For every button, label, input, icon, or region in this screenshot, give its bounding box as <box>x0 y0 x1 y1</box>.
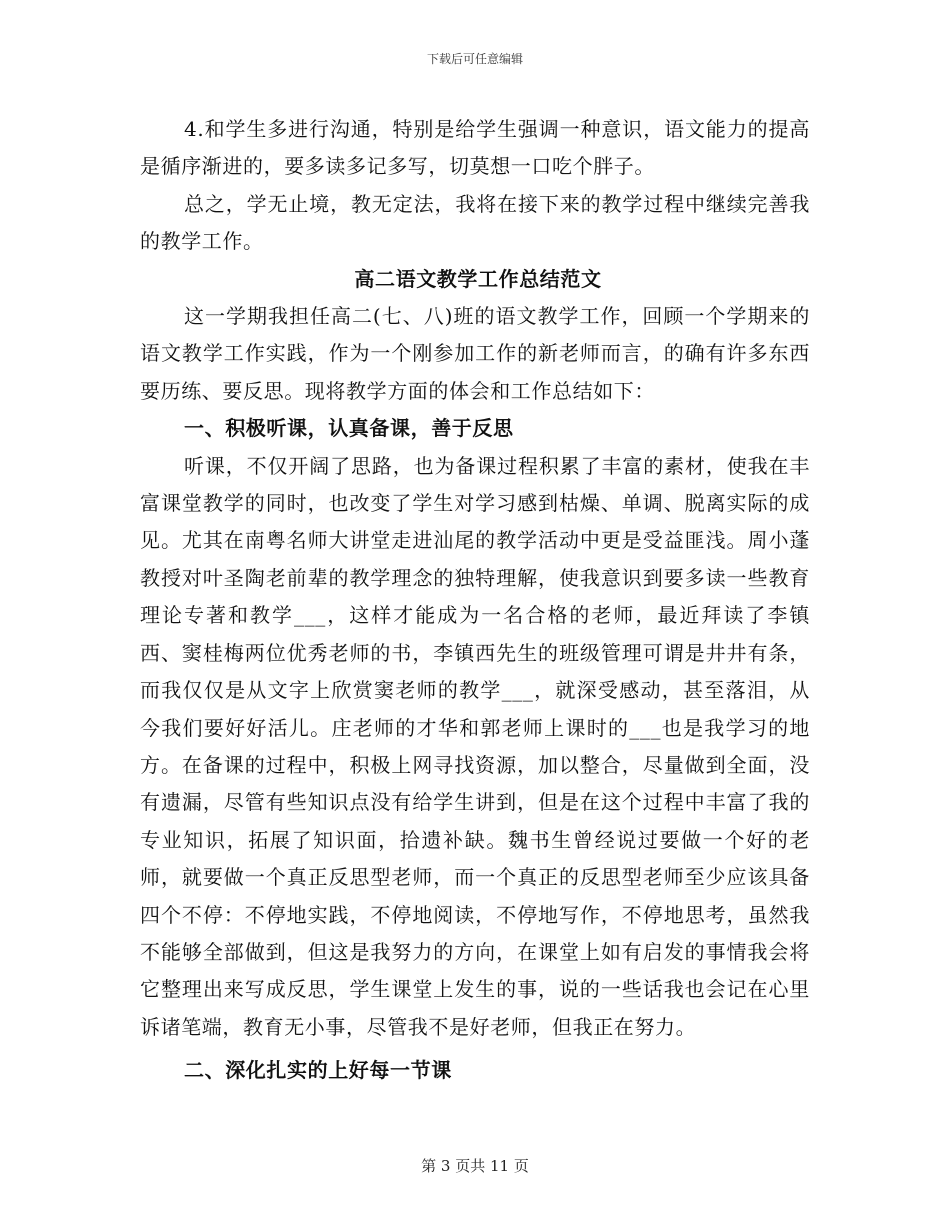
page-number-footer: 第 3 页共 11 页 <box>421 1157 529 1175</box>
paragraph-point-4: 4.和学生多进行沟通，特别是给学生强调一种意识，语文能力的提高是循序渐进的，要多读多记多写，切莫想一口吃个胖子。 <box>140 117 810 179</box>
paragraph-section-1: 听课，不仅开阔了思路，也为备课过程积累了丰富的素材，使我在丰富课堂教学的同时，也改变了学生对学习感到枯燥、单调、脱离实际的成见。尤其在南粤名师大讲堂走进汕尾的教学活动中更是受益匪浅。周小蓬教授对叶圣陶老前辈的教学理念的独特理解，使我意识到要多读一些教育理论专著和教学___，这样才能成为一名合格的老师，最近拜读了李镇西、窦桂梅两位优秀老师的书，李镇西先生的班级管理可谓是井井有条，而我仅仅是从文字上欣赏窦老师的教学___，就深受感动，甚至落泪，从今我们要好好活儿。庄老师的才华和郭老师上课时的___也是我学习的地方。在备课的过程中，积极上网寻找资源，加以整合，尽量做到全面，没有遗漏，尽管有些知识点没有给学生讲到，但是在这个过程中丰富了我的专业知识，拓展了知识面，拾遗补缺。魏书生曾经说过要做一个好的老师，就要做一个真正反思型老师，而一个真正的反思型老师至少应该具备四个不停：不停地实践，不停地阅读，不停地写作，不停地思考，虽然我不能够全部做到，但这是我努力的方向，在课堂上如有启发的事情我会将它整理出来写成反思，学生课堂上发生的事，说的一些话我也会记在心里诉诸笔端，教育无小事，尽管我不是好老师，但我正在努力。 <box>140 453 810 1039</box>
section-heading-2: 二、深化扎实的上好每一节课 <box>184 1058 452 1083</box>
section-heading-1: 一、积极听课，认真备课，善于反思 <box>184 416 514 441</box>
paragraph-opening: 这一学期我担任高二(七、八)班的语文教学工作，回顾一个学期来的语文教学工作实践，作为一个刚参加工作的新老师而言，的确有许多东西要历练、要反思。现将教学方面的体会和工作总结如下： <box>140 304 810 403</box>
document-body <box>140 111 810 1090</box>
paragraph-summary: 总之，学无止境，教无定法，我将在接下来的教学过程中继续完善我的教学工作。 <box>140 191 810 254</box>
document-title: 高二语文教学工作总结范文 <box>354 266 602 291</box>
page-header-note: 下载后可任意编辑 <box>426 52 523 66</box>
